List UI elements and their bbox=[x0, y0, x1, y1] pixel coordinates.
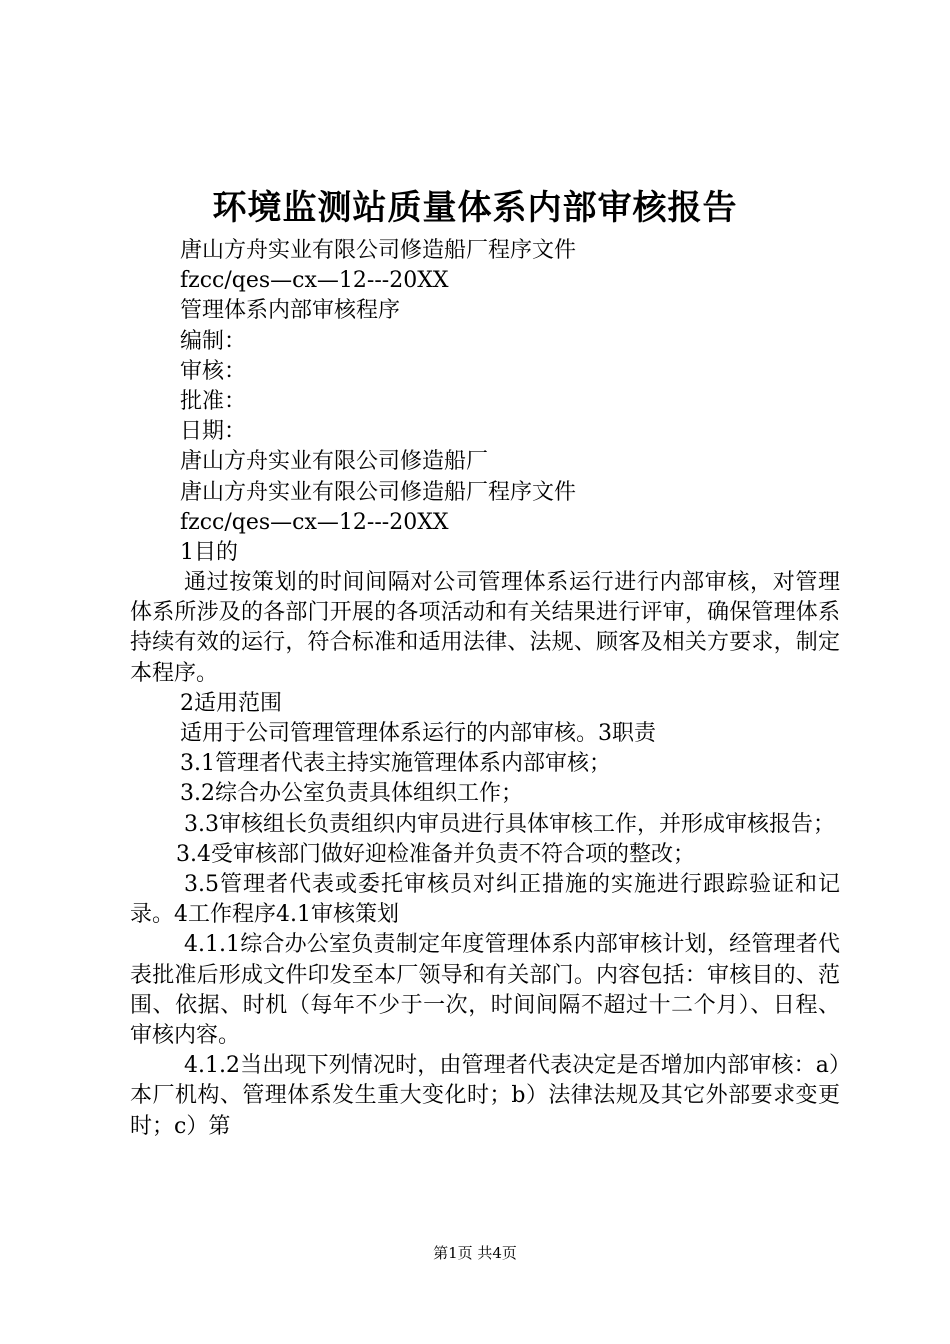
procedure-4-1-2: 4.1.2当出现下列情况时，由管理者代表决定是否增加内部审核：a）本厂机构、管理体系发生重大变化时；b）法律法规及其它外部要求变更时；c）第 bbox=[130, 1053, 840, 1139]
page-footer: 第1页 共4页 bbox=[433, 1244, 517, 1262]
doc-code-repeat: fzcc/qes—cx—12---20XX bbox=[180, 509, 449, 535]
doc-code: fzcc/qes—cx—12---20XX bbox=[180, 268, 449, 294]
procedure-name: 管理体系内部审核程序 bbox=[180, 298, 401, 324]
duty-3-4: 3.4受审核部门做好迎检准备并负责不符合项的整改； bbox=[176, 841, 695, 867]
duty-3-2: 3.2综合办公室负责具体组织工作； bbox=[180, 781, 523, 807]
scope-paragraph: 适用于公司管理管理体系运行的内部审核。3职责 bbox=[180, 721, 656, 747]
field-compiled: 编制： bbox=[180, 328, 247, 354]
duty-3-5: 3.5管理者代表或委托审核员对纠正措施的实施进行跟踪验证和记录。4工作程序4.1审核策划 bbox=[130, 872, 840, 928]
procedure-4-1-1: 4.1.1综合办公室负责制定年度管理体系内部审核计划，经管理者代表批准后形成文件印发至本厂领导和有关部门。内容包括：审核目的、范围、依据、时机（每年不少于一次，时间间隔不超过十二个月）、日程、审核内容。 bbox=[130, 932, 840, 1049]
field-date: 日期： bbox=[180, 419, 247, 445]
company-name: 唐山方舟实业有限公司修造船厂 bbox=[180, 449, 489, 475]
duty-3-3: 3.3审核组长负责组织内审员进行具体审核工作，并形成审核报告； bbox=[184, 811, 835, 837]
section-purpose-heading: 1目的 bbox=[180, 539, 238, 565]
purpose-paragraph: 通过按策划的时间间隔对公司管理体系运行进行内部审核，对管理体系所涉及的各部门开展的各项活动和有关结果进行评审，确保管理体系持续有效的运行，符合标准和适用法律、法规、顾客及相关方要求，制定本程序。 bbox=[130, 570, 840, 686]
document-body bbox=[130, 236, 840, 1142]
document-title: 环境监测站质量体系内部审核报告 bbox=[212, 188, 738, 228]
header-line-repeat: 唐山方舟实业有限公司修造船厂程序文件 bbox=[180, 479, 577, 505]
field-reviewed: 审核： bbox=[180, 358, 247, 384]
header-line: 唐山方舟实业有限公司修造船厂程序文件 bbox=[180, 238, 577, 263]
field-approved: 批准： bbox=[180, 388, 247, 414]
section-scope-heading: 2适用范围 bbox=[180, 690, 282, 716]
duty-3-1: 3.1管理者代表主持实施管理体系内部审核； bbox=[180, 751, 611, 777]
